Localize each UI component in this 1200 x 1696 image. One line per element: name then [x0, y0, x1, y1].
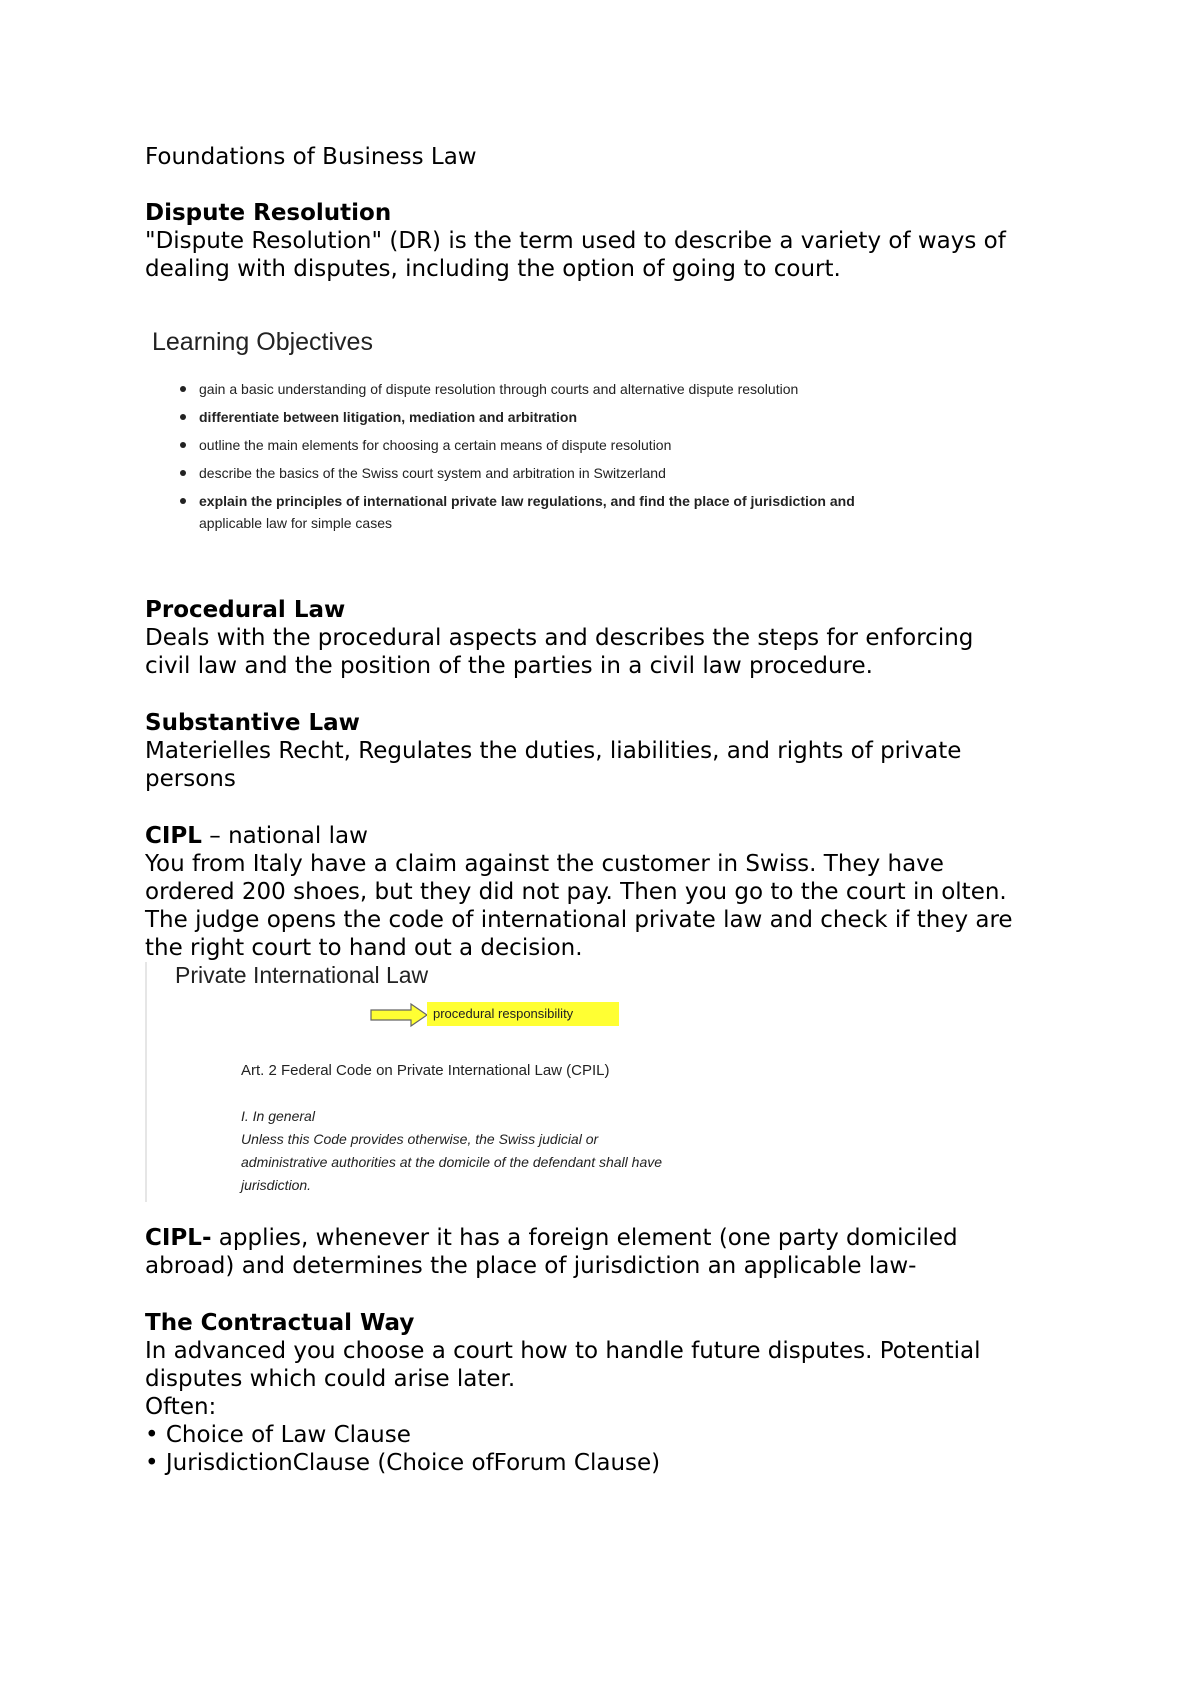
heading-substantive-law: Substantive Law	[145, 710, 360, 736]
paragraph-line: dealing with disputes, including the option of going to court.	[145, 256, 841, 282]
bullet-icon	[180, 442, 186, 448]
learning-objectives-list	[145, 378, 885, 534]
bullet-icon	[180, 386, 186, 392]
list-item: • Choice of Law Clause	[145, 1422, 411, 1448]
paragraph-line: ordered 200 shoes, but they did not pay. Then you go to the court in olten.	[145, 879, 1007, 905]
paragraph-line: the right court to hand out a decision.	[145, 935, 583, 961]
paragraph-line: abroad) and determines the place of jurisdiction an applicable law-	[145, 1253, 917, 1279]
heading-cipl: CIPL – national law	[145, 823, 368, 849]
list-item: • JurisdictionClause (Choice ofForum Clause)	[145, 1450, 661, 1476]
paragraph-line: civil law and the position of the parties in a civil law procedure.	[145, 653, 873, 679]
article-text: Unless this Code provides otherwise, the Swiss judicial or	[241, 1131, 599, 1147]
bullet-icon	[180, 498, 186, 504]
highlight-label: procedural responsibility	[427, 1002, 619, 1026]
paragraph-line: disputes which could arise later.	[145, 1366, 516, 1392]
list-item: describe the basics of the Swiss court system and arbitration in Switzerland	[145, 462, 885, 484]
paragraph-line: The judge opens the code of international private law and check if they are	[145, 907, 1013, 933]
list-item: outline the main elements for choosing a certain means of dispute resolution	[145, 434, 885, 456]
article-title: Art. 2 Federal Code on Private International Law (CPIL)	[241, 1062, 610, 1079]
paragraph-line: Deals with the procedural aspects and describes the steps for enforcing	[145, 625, 974, 651]
list-item: differentiate between litigation, mediation and arbitration	[145, 406, 885, 428]
heading-dispute-resolution: Dispute Resolution	[145, 200, 392, 226]
learning-objectives-image	[145, 318, 905, 543]
paragraph-line: You from Italy have a claim against the customer in Swiss. They have	[145, 851, 944, 877]
list-item: explain the principles of international private law regulations, and find the place of jurisdiction and applicable law for simple cases	[145, 490, 885, 534]
bullet-icon	[180, 470, 186, 476]
paragraph-line: In advanced you choose a court how to handle future disputes. Potential	[145, 1338, 981, 1364]
paragraph-line: "Dispute Resolution" (DR) is the term used to describe a variety of ways of	[145, 228, 1006, 254]
list-item: gain a basic understanding of dispute resolution through courts and alternative dispute resolution	[145, 378, 885, 400]
heading-procedural-law: Procedural Law	[145, 597, 346, 623]
learning-objectives-title: Learning Objectives	[152, 328, 373, 356]
article-text: administrative authorities at the domicile of the defendant shall have	[241, 1154, 663, 1170]
arrow-right-icon	[369, 1002, 429, 1028]
article-text: jurisdiction.	[241, 1177, 312, 1193]
paragraph-line: Materielles Recht, Regulates the duties, liabilities, and rights of private	[145, 738, 962, 764]
document-title: Foundations of Business Law	[145, 144, 477, 170]
paragraph-line: persons	[145, 766, 236, 792]
article-subheading: I. In general	[241, 1108, 315, 1124]
paragraph-line: CIPL- applies, whenever it has a foreign element (one party domiciled	[145, 1225, 958, 1251]
heading-contractual-way: The Contractual Way	[145, 1310, 415, 1336]
private-international-law-image	[145, 962, 747, 1202]
pil-title: Private International Law	[175, 962, 429, 988]
paragraph-line: Often:	[145, 1394, 217, 1420]
bullet-icon	[180, 414, 186, 420]
